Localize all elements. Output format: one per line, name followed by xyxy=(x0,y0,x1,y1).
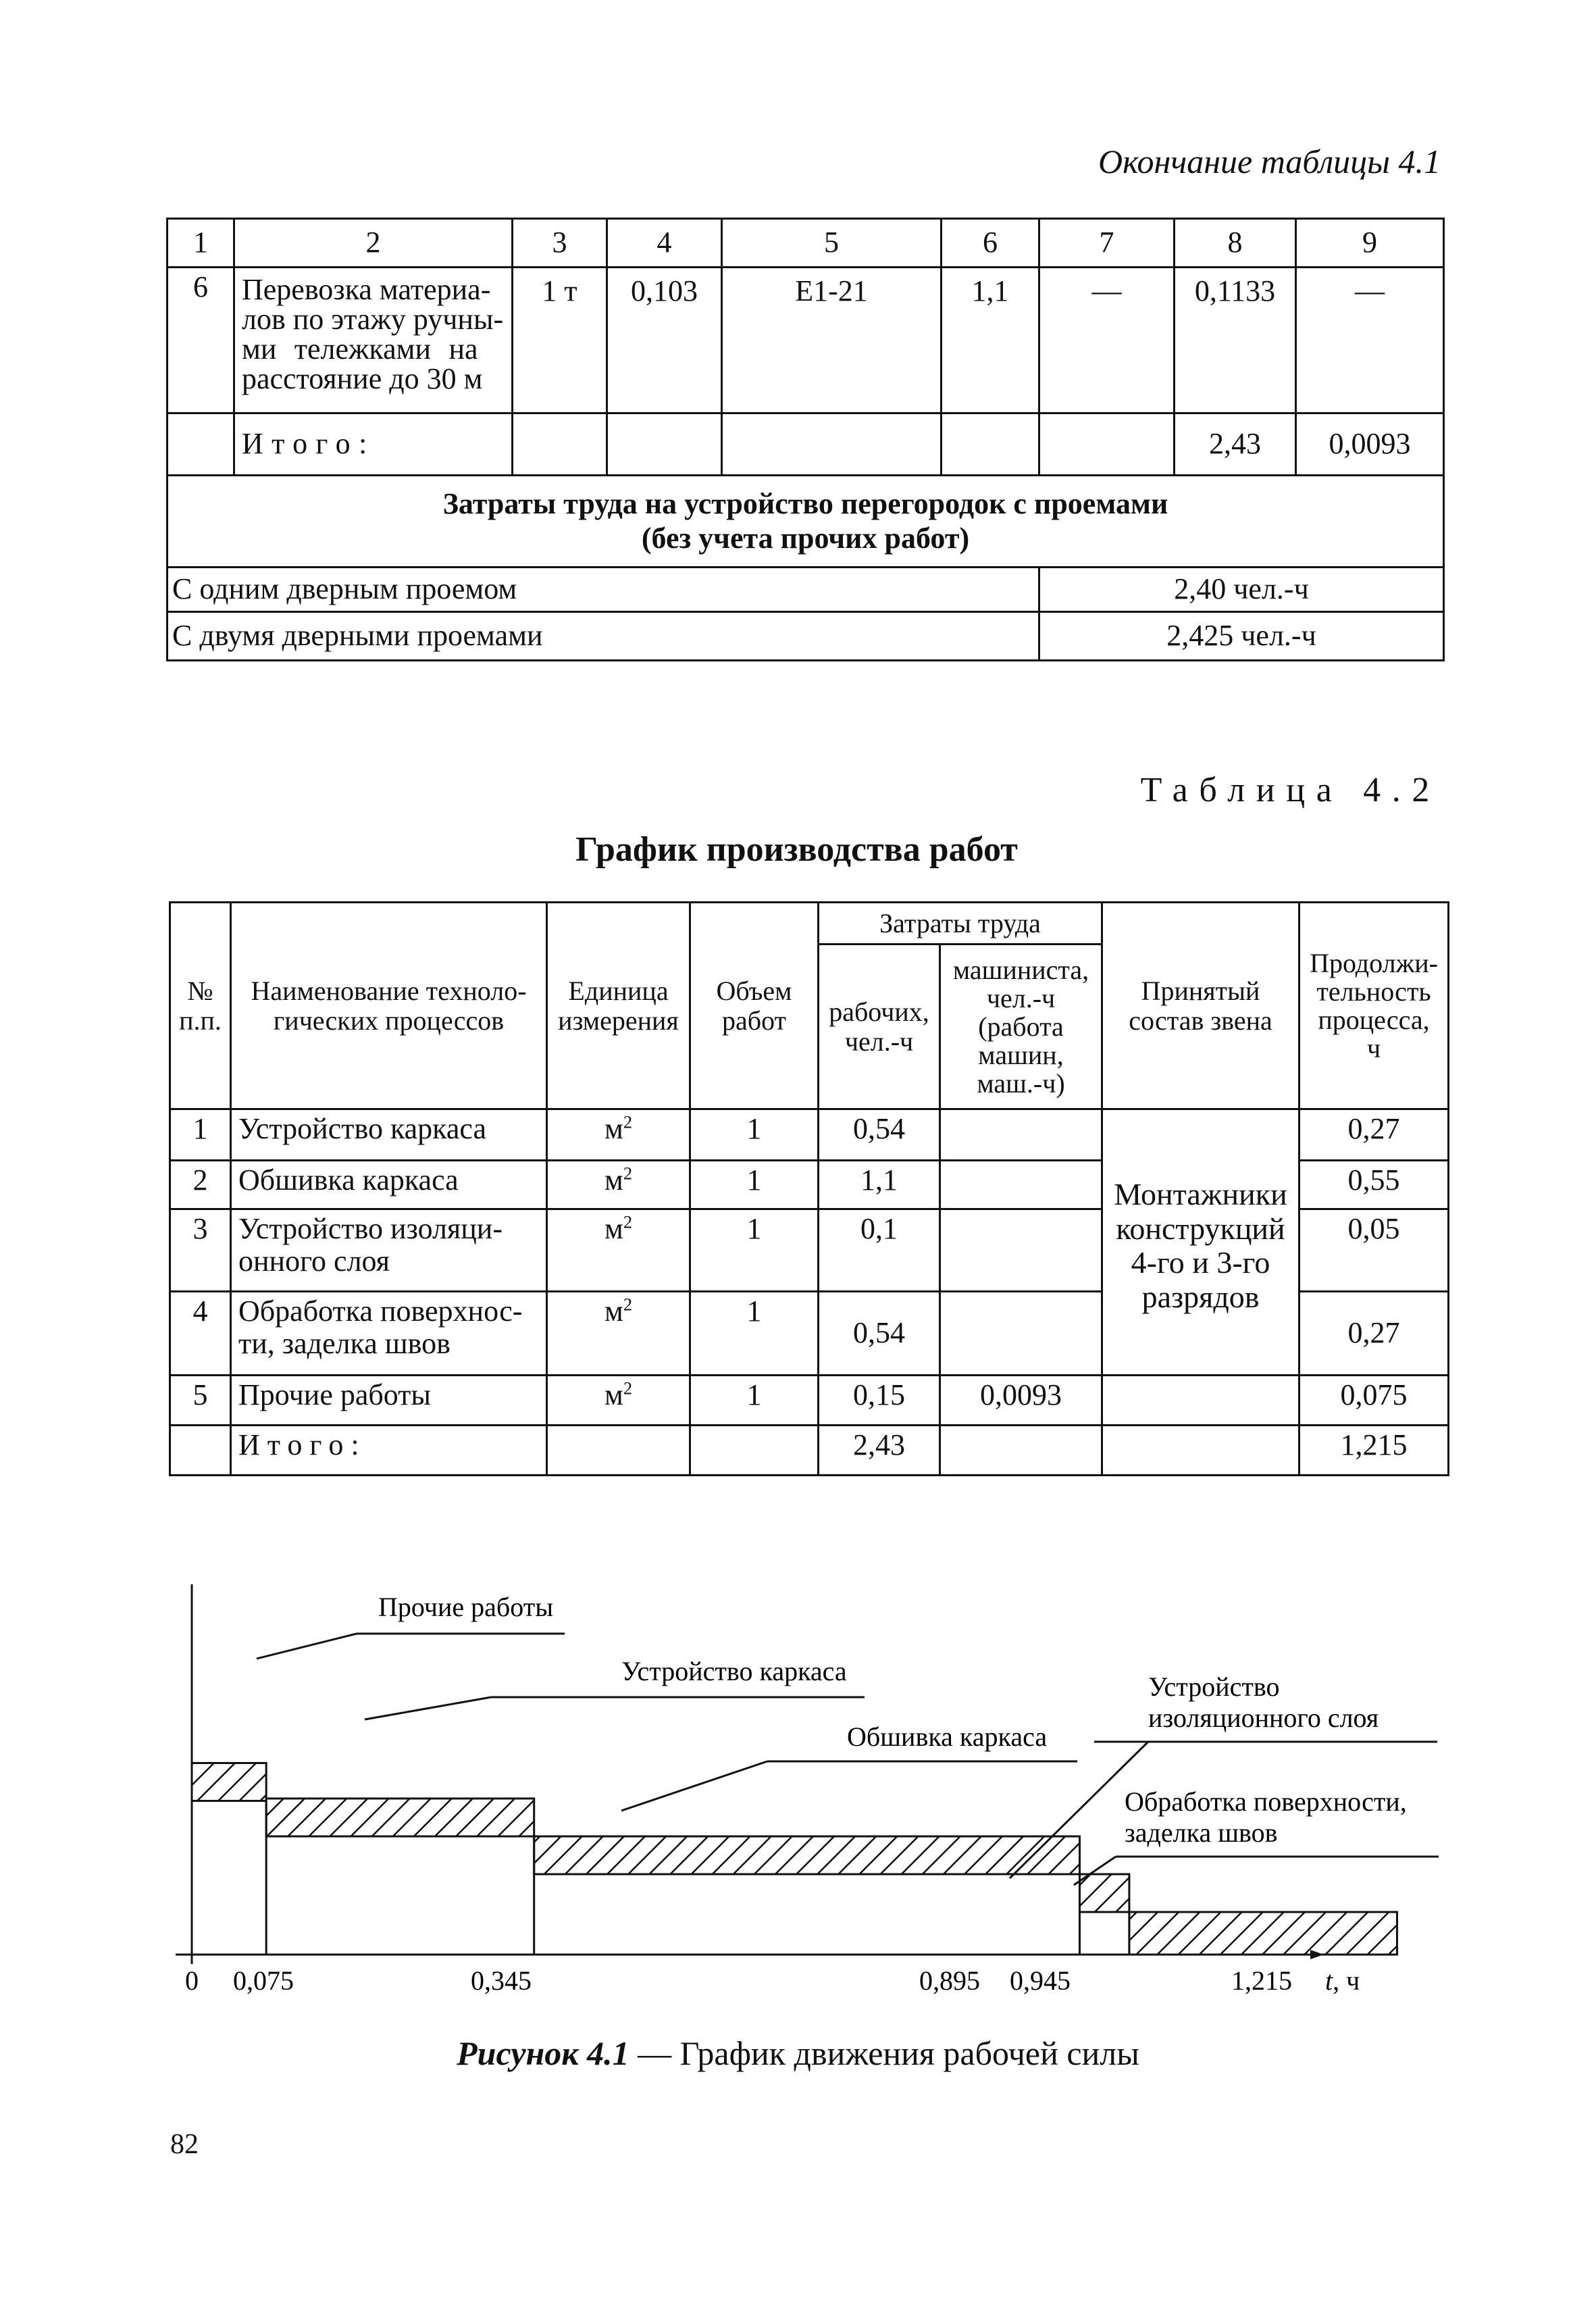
row-machinist: 0,0093 xyxy=(940,1376,1102,1426)
unit-exponent: 2 xyxy=(623,1211,633,1232)
header-line: маш.-ч) xyxy=(977,1067,1065,1099)
header-line: процесса, xyxy=(1318,1004,1430,1035)
column-number: 1 xyxy=(168,219,234,268)
cell-value: 0,1133 xyxy=(1175,268,1296,413)
opening-value: 2,40 чел.-ч xyxy=(1039,568,1444,612)
table-4-2-title-text: График производства работ xyxy=(575,830,1018,869)
row-duration: 0,05 xyxy=(1299,1209,1449,1292)
row-workers: 0,54 xyxy=(819,1109,940,1161)
name-line: Прочие работы xyxy=(238,1378,431,1411)
row-workers: 0,54 xyxy=(819,1292,940,1376)
series-label: Устройство xyxy=(1148,1671,1280,1702)
series-label: Устройство каркаса xyxy=(621,1656,847,1686)
unit-exponent: 2 xyxy=(623,1294,633,1315)
row-volume: 1 xyxy=(690,1161,819,1209)
figure-label: Рисунок 4.1 xyxy=(457,2034,629,2072)
header-line: п.п. xyxy=(179,1005,222,1036)
series-label: изоляционного слоя xyxy=(1148,1703,1379,1733)
header-line: ч xyxy=(1366,1032,1381,1063)
opening-label: С двумя дверными проемами xyxy=(168,612,1039,661)
cell-code: Е1-21 xyxy=(722,268,942,413)
x-tick-label: 0,945 xyxy=(1010,1965,1071,1996)
unit-text: м xyxy=(604,1212,623,1245)
unit-text: м xyxy=(604,1378,623,1411)
column-number: 2 xyxy=(234,219,513,268)
x-tick-label: 0,345 xyxy=(471,1965,532,1996)
name-line: Устройство изоляци- xyxy=(238,1212,503,1245)
unit-text: м xyxy=(604,1112,623,1145)
cell-value: — xyxy=(1039,268,1175,413)
section-title-line: Затраты труда на устройство перегородок с проемами xyxy=(442,486,1168,520)
total-duration: 1,215 xyxy=(1299,1426,1449,1476)
row-number: 3 xyxy=(170,1209,231,1292)
header-line: Единица xyxy=(568,975,669,1006)
cell-value: 0,103 xyxy=(607,268,722,413)
row-number: 6 xyxy=(168,268,234,413)
total-value: 2,43 xyxy=(1175,413,1296,476)
total-workers: 2,43 xyxy=(819,1426,940,1476)
unit-text: м xyxy=(604,1163,623,1197)
row-duration: 0,27 xyxy=(1299,1292,1449,1376)
name-line: онного слоя xyxy=(238,1244,390,1278)
chart-ticks xyxy=(185,1965,1292,1996)
header-line: Наименование техноло- xyxy=(251,975,527,1006)
leader-line xyxy=(621,1761,767,1811)
row-duration: 0,27 xyxy=(1299,1109,1449,1161)
header-line: чел.-ч xyxy=(844,1026,914,1057)
column-number: 8 xyxy=(1175,219,1296,268)
table-4-2-label: Таблица 4.2 xyxy=(1140,771,1441,809)
crew-line: конструкций xyxy=(1116,1211,1285,1246)
column-number: 3 xyxy=(513,219,607,268)
name-line: лов по этажу ручны- xyxy=(242,303,504,336)
row-volume: 1 xyxy=(690,1209,819,1292)
header-line: машиниста, xyxy=(952,954,1089,985)
column-number: 4 xyxy=(607,219,722,268)
header-line: Объем xyxy=(716,975,792,1006)
x-tick-label: 0,075 xyxy=(233,1965,294,1996)
series-label: Прочие работы xyxy=(378,1592,554,1622)
row-workers: 0,15 xyxy=(819,1376,940,1426)
total-label: Итого: xyxy=(234,413,513,476)
unit-exponent: 2 xyxy=(623,1111,633,1132)
row-volume: 1 xyxy=(690,1109,819,1161)
page-number: 82 xyxy=(170,2129,199,2160)
series-label: Обшивка каркаса xyxy=(847,1721,1048,1752)
crew-line: 4-го и 3-го xyxy=(1131,1245,1270,1280)
series-label: Обработка поверхности, xyxy=(1125,1786,1407,1817)
header-labor: Затраты труда xyxy=(819,903,1102,945)
bar-прочие-работы xyxy=(192,1763,266,1801)
header-line: (работа xyxy=(978,1011,1064,1042)
unit-exponent: 2 xyxy=(623,1378,633,1399)
x-axis-variable: t xyxy=(1325,1965,1333,1996)
header-line: Продолжи- xyxy=(1310,947,1438,978)
crew-line: разрядов xyxy=(1141,1279,1260,1314)
leader-line xyxy=(365,1697,491,1719)
table-4-1-caption: Окончание таблицы 4.1 xyxy=(1098,143,1441,180)
row-number: 1 xyxy=(170,1109,231,1161)
column-number: 5 xyxy=(722,219,942,268)
name-line: ми тележками на xyxy=(242,332,478,366)
header-line: измерения xyxy=(558,1005,679,1036)
header-line: Принятый xyxy=(1141,975,1260,1006)
x-tick-label: 0,895 xyxy=(919,1965,980,1996)
header-line: состав звена xyxy=(1129,1005,1272,1036)
header-line: машин, xyxy=(978,1039,1064,1070)
total-label: Итого: xyxy=(231,1426,547,1476)
crew-line: Монтажники xyxy=(1114,1177,1287,1211)
row-duration: 0,55 xyxy=(1299,1161,1449,1209)
row-volume: 1 xyxy=(690,1376,819,1426)
row-duration: 0,075 xyxy=(1299,1376,1449,1426)
column-number: 9 xyxy=(1296,219,1444,268)
name-line: Обработка поверхнос- xyxy=(238,1294,523,1328)
opening-value: 2,425 чел.-ч xyxy=(1039,612,1444,661)
name-line: Обшивка каркаса xyxy=(238,1163,459,1197)
x-axis-unit: , ч xyxy=(1333,1965,1360,1996)
name-line: расстояние до 30 м xyxy=(242,362,483,395)
header-line: работ xyxy=(721,1005,787,1036)
x-tick-label: 1,215 xyxy=(1231,1965,1292,1996)
row-number: 2 xyxy=(170,1161,231,1209)
section-title-line: (без учета прочих работ) xyxy=(641,521,970,555)
row-number: 5 xyxy=(170,1376,231,1426)
header-line: чел.-ч xyxy=(986,982,1056,1013)
row-number: 4 xyxy=(170,1292,231,1376)
bar-обработка-поверхности-заделка-швов xyxy=(1129,1912,1397,1955)
figure-caption xyxy=(0,2034,1596,2073)
x-axis-label xyxy=(1325,1965,1360,1996)
row-workers: 1,1 xyxy=(819,1161,940,1209)
unit-text: м xyxy=(604,1294,623,1328)
name-line: ти, заделка швов xyxy=(238,1327,451,1361)
cell-value: 1,1 xyxy=(942,268,1039,413)
header-line: гических процессов xyxy=(273,1005,505,1036)
header-line: рабочих, xyxy=(829,996,929,1027)
name-line: Перевозка материа- xyxy=(242,273,491,306)
row-workers: 0,1 xyxy=(819,1209,940,1292)
header-line: № xyxy=(187,975,213,1006)
bar-устройство-изоляционного-слоя xyxy=(1079,1874,1129,1912)
bar-устройство-каркаса xyxy=(266,1799,534,1836)
series-label: заделка швов xyxy=(1125,1817,1278,1848)
bar-обшивка-каркаса xyxy=(534,1836,1080,1874)
name-line: Устройство каркаса xyxy=(238,1112,487,1145)
unit-exponent: 2 xyxy=(623,1163,633,1184)
cell-unit: 1 т xyxy=(513,268,607,413)
column-number: 7 xyxy=(1039,219,1175,268)
leader-line xyxy=(257,1634,357,1659)
figure-caption-text: — График движения рабочей силы xyxy=(638,2034,1139,2072)
column-number: 6 xyxy=(942,219,1039,268)
total-value: 0,0093 xyxy=(1296,413,1444,476)
chart-axes xyxy=(176,1584,1397,1964)
cell-value: — xyxy=(1296,268,1444,413)
x-tick-label: 0 xyxy=(185,1965,199,1996)
header-line: тельность xyxy=(1316,976,1431,1007)
opening-label: С одним дверным проемом xyxy=(168,568,1039,612)
row-volume: 1 xyxy=(690,1292,819,1376)
